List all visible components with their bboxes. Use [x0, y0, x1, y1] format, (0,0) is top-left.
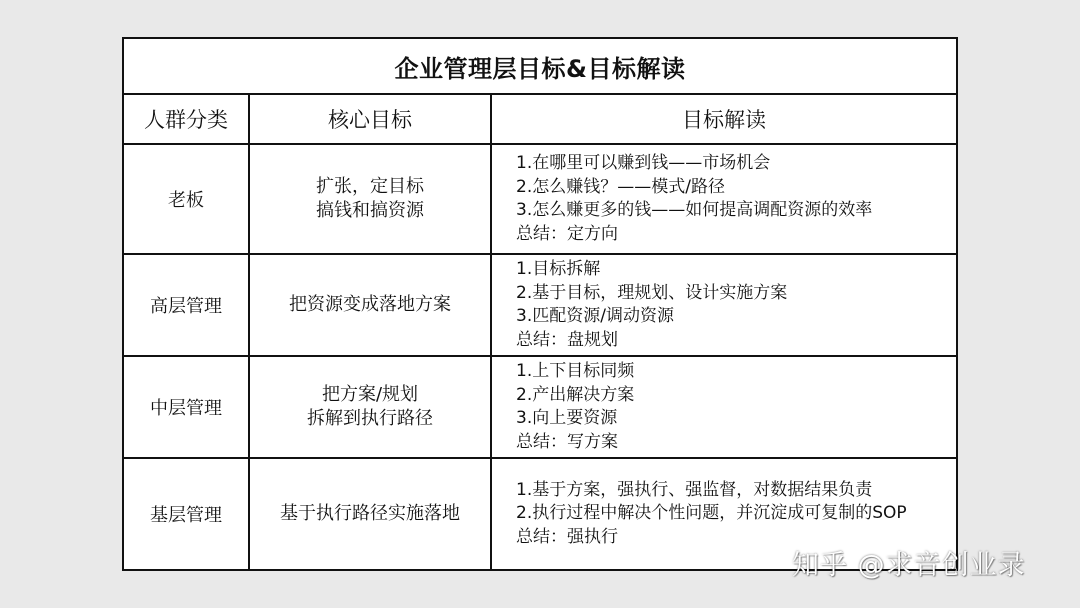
- goal-line: 拆解到执行路径: [307, 408, 433, 429]
- interpretation-cell: [491, 254, 956, 356]
- interpretation-cell: [491, 144, 956, 254]
- table-row: [124, 356, 956, 458]
- goal-line: 扩张，定目标: [316, 176, 424, 197]
- interpretation-summary: 总结：盘规划: [516, 329, 618, 350]
- table-row: [124, 254, 956, 356]
- group-cell: 老板: [124, 144, 249, 254]
- interpretation-line: 2.产出解决方案: [516, 384, 635, 405]
- goal-cell: [249, 144, 491, 254]
- goal-line: 搞钱和搞资源: [316, 200, 424, 221]
- table-row: [124, 144, 956, 254]
- table-title: 企业管理层目标&目标解读: [124, 39, 956, 94]
- interpretation-line: 3.怎么赚更多的钱——如何提高调配资源的效率: [516, 200, 873, 220]
- interpretation-line: 2.执行过程中解决个性问题，并沉淀成可复制的SOP: [516, 503, 907, 524]
- group-cell: 高层管理: [124, 254, 249, 356]
- group-cell: 基层管理: [124, 458, 249, 569]
- interpretation-line: 3.向上要资源: [516, 408, 618, 428]
- header-interpretation: 目标解读: [491, 94, 956, 144]
- goal-line: 把方案/规划: [321, 384, 419, 405]
- goal-cell: [249, 254, 491, 356]
- goals-table: [122, 37, 958, 571]
- interpretation-summary: 总结：强执行: [516, 526, 618, 547]
- interpretation-line: 1.上下目标同频: [516, 361, 635, 381]
- interpretation-cell: [491, 356, 956, 458]
- goal-cell: [249, 356, 491, 458]
- interpretation-line: 1.基于方案，强执行、强监督，对数据结果负责: [516, 479, 873, 500]
- header-core-goal: 核心目标: [249, 94, 491, 144]
- interpretation-line: 1.在哪里可以赚到钱——市场机会: [516, 153, 771, 173]
- header-group: 人群分类: [124, 94, 249, 144]
- goal-cell: [249, 458, 491, 569]
- interpretation-summary: 总结：定方向: [516, 223, 618, 244]
- watermark-text: 知乎 @求音创业录: [792, 550, 1026, 581]
- goal-line: 把资源变成落地方案: [289, 294, 451, 315]
- interpretation-summary: 总结：写方案: [516, 431, 618, 452]
- goal-line: 基于执行路径实施落地: [280, 503, 460, 524]
- interpretation-line: 2.怎么赚钱？——模式/路径: [516, 176, 725, 197]
- group-cell: 中层管理: [124, 356, 249, 458]
- interpretation-line: 2.基于目标，理规划、设计实施方案: [516, 282, 788, 303]
- interpretation-line: 3.匹配资源/调动资源: [516, 306, 674, 326]
- interpretation-line: 1.目标拆解: [516, 259, 601, 279]
